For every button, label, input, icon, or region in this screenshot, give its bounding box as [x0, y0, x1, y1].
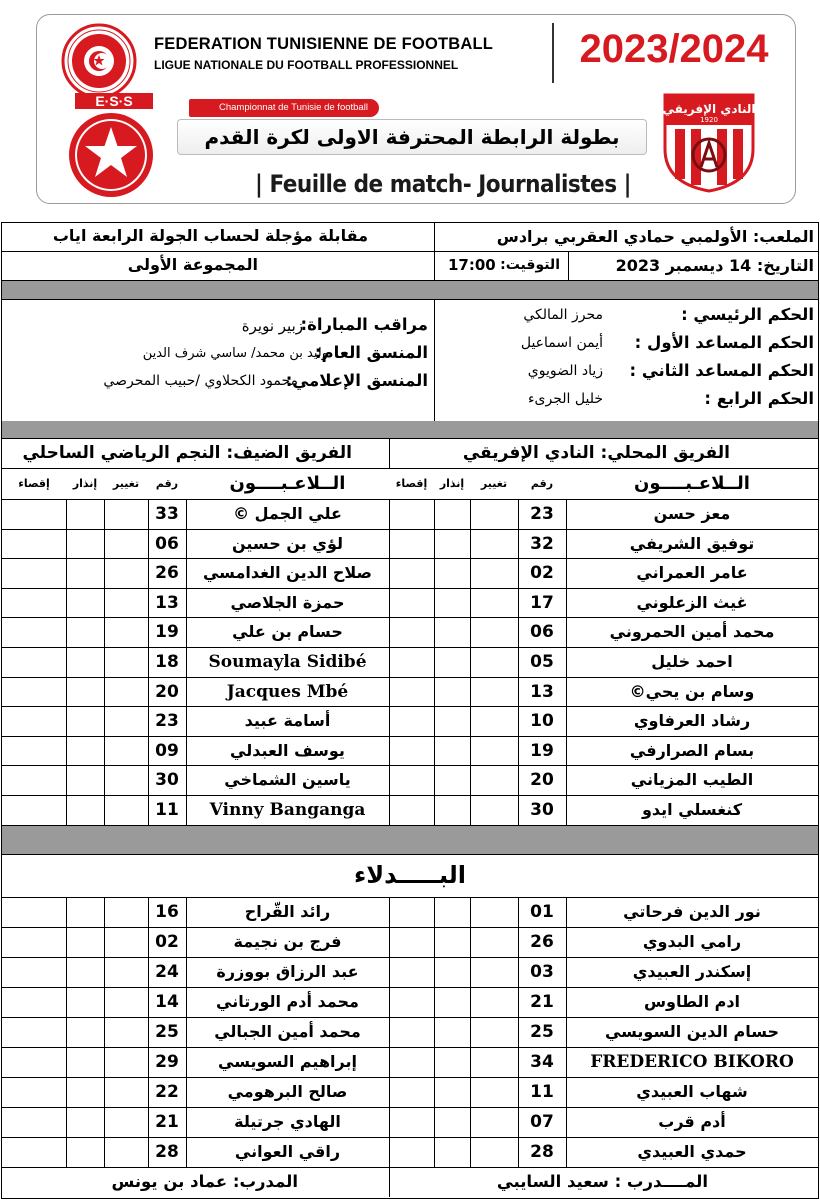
- home-player-name: بسام الصرارفي: [629, 740, 755, 760]
- table-row: [2, 927, 818, 957]
- ca-logo-year: 1920: [700, 116, 718, 124]
- away-col-warning: إنذار: [72, 477, 98, 490]
- home-player-number: 17: [530, 592, 554, 613]
- table-row: [2, 647, 818, 677]
- home-player-number: 03: [530, 962, 554, 982]
- away-player-name: أسامة عبيد: [244, 711, 331, 731]
- away-player-name: صالح البرهومي: [227, 1082, 348, 1101]
- table-row: [2, 1047, 818, 1077]
- away-player-number: 23: [155, 711, 179, 732]
- ca-logo-text: النادي الإفريقي: [662, 102, 756, 116]
- away-player-name: ياسين الشماخي: [224, 770, 351, 790]
- home-player-name: حسام الدين السويسي: [604, 1022, 780, 1041]
- time-label: التوقيت:: [500, 257, 560, 273]
- table-row: [2, 957, 818, 987]
- away-player-name: إبراهيم السويسي: [218, 1052, 357, 1071]
- coaches-row: [2, 1167, 818, 1197]
- home-player-number: 20: [530, 770, 554, 791]
- home-col-players: الــلاعـبــــون: [634, 473, 750, 494]
- home-player-name: عامر العمراني: [636, 563, 748, 583]
- media-coordinator-name: محمود الكحلاوي /حبيب المحرصي: [103, 373, 298, 389]
- match-time: 17:00: [448, 256, 496, 274]
- away-player-name: لؤي بن حسين: [232, 533, 343, 553]
- ess-logo-text: E·S·S: [95, 93, 133, 109]
- table-row: [2, 706, 818, 736]
- home-player-number: 01: [530, 902, 554, 922]
- home-player-number: 05: [530, 652, 554, 672]
- home-player-name: FREDERICO BIKORO: [590, 1052, 794, 1072]
- home-player-number: 32: [530, 533, 554, 554]
- away-player-number: 02: [155, 932, 179, 952]
- away-player-number: 16: [155, 902, 179, 922]
- header-divider: [552, 23, 554, 83]
- home-col-expulsion: إقصاء: [395, 477, 428, 490]
- championship-fr-label: Championnat de Tunisie de football: [189, 99, 379, 117]
- away-player-number: 21: [155, 1112, 179, 1132]
- table-row: [2, 1017, 818, 1047]
- away-player-name: حسام بن علي: [232, 622, 343, 642]
- referee-name: محرز المالكي: [523, 307, 603, 323]
- away-player-number: 14: [155, 992, 179, 1012]
- away-player-number: 18: [155, 652, 179, 672]
- home-player-name: ادم الطاوس: [643, 992, 741, 1011]
- table-row: [2, 588, 818, 618]
- fourth-official-label: الحكم الرابع :: [704, 389, 814, 408]
- away-player-name: محمد أمين الجبالي: [214, 1022, 361, 1041]
- team-titles-row: [2, 439, 818, 469]
- header-banner: [36, 14, 796, 204]
- ftf-logo-icon: [61, 23, 137, 99]
- lineups-block: [1, 421, 819, 1199]
- table-row: [2, 1107, 818, 1137]
- home-player-number: 21: [530, 992, 554, 1012]
- home-player-name: أدم قرب: [658, 1112, 726, 1131]
- table-row: [2, 736, 818, 766]
- sheet-title: | Feuille de match- Journalistes |: [255, 170, 631, 198]
- home-player-number: 19: [530, 740, 554, 761]
- table-row: [2, 529, 818, 559]
- home-player-number: 06: [530, 622, 554, 643]
- club-africain-logo-icon: [661, 91, 757, 193]
- home-player-number: 13: [530, 681, 554, 702]
- match-info-block: [1, 222, 819, 422]
- match-date: التاريخ: 14 ديسمبر 2023: [615, 256, 814, 275]
- home-player-number: 30: [530, 800, 554, 820]
- table-row: [2, 499, 818, 529]
- assistant2-label: الحكم المساعد الثاني :: [629, 361, 814, 380]
- home-player-name: معز حسن: [653, 504, 731, 523]
- away-player-number: 09: [155, 740, 179, 761]
- separator-band: [2, 421, 818, 439]
- away-col-number: رقم: [155, 477, 179, 490]
- home-col-warning: إنذار: [439, 477, 465, 490]
- away-player-name: يوسف العبدلي: [230, 740, 345, 760]
- fourth-official-name: خليل الجرىء: [527, 391, 603, 407]
- table-row: [2, 795, 818, 825]
- home-player-name: الطيب المزياني: [630, 770, 754, 790]
- away-player-number: 22: [155, 1082, 179, 1102]
- away-col-sub: تغيير: [112, 477, 140, 490]
- home-player-name: غيث الزعلوني: [636, 592, 748, 612]
- home-team-title: الفريق المحلي: النادي الإفريقي: [462, 443, 730, 463]
- away-player-name: حمزة الجلاصي: [230, 592, 345, 612]
- subs-title-row: [2, 855, 818, 897]
- away-player-name: رائد القّراح: [244, 902, 331, 921]
- assistant1-name: أيمن اسماعيل: [520, 335, 603, 351]
- away-player-number: 13: [155, 592, 179, 613]
- away-player-name: الهادي جرتيلة: [234, 1112, 341, 1131]
- home-player-name: شهاب العبيدي: [636, 1082, 748, 1101]
- general-coordinator-name: وليد بن محمد/ ساسي شرف الدين: [142, 346, 328, 361]
- referee-label: الحكم الرئيسي :: [681, 305, 814, 324]
- home-col-number: رقم: [530, 477, 554, 490]
- away-player-name: Jacques Mbé: [226, 681, 349, 702]
- table-row: [2, 765, 818, 795]
- home-player-name: توفيق الشريفي: [629, 533, 755, 553]
- commissioner-label: مراقب المباراة:: [300, 315, 428, 334]
- home-player-name: إسكندر العبيدي: [632, 962, 752, 981]
- away-player-number: 11: [155, 800, 179, 820]
- away-player-name: علي الجمل ©: [233, 504, 342, 523]
- group-label: المجموعة الأولى: [127, 255, 258, 274]
- home-player-number: 23: [530, 504, 554, 524]
- away-coach: المدرب: عماد بن يونس: [111, 1172, 298, 1191]
- table-row: [2, 897, 818, 927]
- table-row: [2, 558, 818, 588]
- away-player-name: عبد الرزاق بووزرة: [216, 962, 359, 981]
- away-player-name: فرج بن نجيمة: [233, 932, 342, 951]
- separator-band: [2, 825, 818, 855]
- column-headers-row: [2, 469, 818, 499]
- assistant2-name: زياد الضويوي: [527, 363, 603, 379]
- away-player-number: 19: [155, 622, 179, 643]
- away-player-number: 30: [155, 770, 179, 791]
- away-player-number: 25: [155, 1022, 179, 1042]
- home-player-name: رشاد العرفاوي: [633, 711, 751, 731]
- away-player-number: 33: [155, 504, 179, 524]
- home-player-name: وسام بن يحي©: [629, 681, 755, 701]
- away-player-name: راقي العواني: [234, 1142, 341, 1161]
- away-player-number: 29: [155, 1052, 179, 1072]
- table-row: [2, 1137, 818, 1167]
- home-player-number: 26: [530, 932, 554, 952]
- away-player-name: Soumayla Sidibé: [208, 652, 367, 672]
- table-row: [2, 677, 818, 707]
- championship-ar-title: بطولة الرابطة المحترفة الاولى لكرة القدم: [177, 119, 647, 155]
- home-player-name: رامي البدوي: [642, 932, 742, 951]
- table-row: [2, 1077, 818, 1107]
- home-player-name: حمدي العبيدي: [637, 1142, 747, 1161]
- subs-title: البـــــدلاء: [353, 861, 467, 889]
- home-player-name: احمد خليل: [651, 652, 733, 671]
- home-player-number: 25: [530, 1022, 554, 1042]
- home-player-number: 28: [530, 1142, 554, 1162]
- table-row: [2, 617, 818, 647]
- away-player-number: 20: [155, 681, 179, 702]
- away-team-title: الفريق الضيف: النجم الرياضي الساحلي: [22, 443, 352, 463]
- home-col-sub: تغيير: [480, 477, 508, 490]
- away-player-name: محمد أدم الورتاني: [216, 992, 359, 1011]
- commissioner-name: زبير نويرة: [241, 317, 303, 335]
- away-col-players: الــلاعـبــــون: [229, 473, 346, 494]
- ess-logo-icon: [61, 93, 165, 201]
- home-player-number: 10: [530, 711, 554, 732]
- away-player-number: 24: [155, 962, 179, 982]
- away-player-name: Vinny Banganga: [209, 800, 366, 820]
- federation-title: FEDERATION TUNISIENNE DE FOOTBALL: [154, 35, 494, 53]
- home-player-number: 11: [530, 1082, 554, 1102]
- home-player-name: كنغسلي ايدو: [641, 800, 743, 819]
- home-coach: المــــدرب : سعيد السايبي: [496, 1172, 708, 1191]
- home-player-name: نور الدين فرحاتي: [623, 902, 761, 921]
- away-player-number: 06: [155, 533, 179, 554]
- away-player-name: صلاح الدين الغدامسي: [202, 563, 373, 583]
- stadium-label: الملعب: الأولمبي حمادي العقربي برادس: [496, 227, 814, 246]
- away-player-number: 26: [155, 563, 179, 584]
- separator-band: [2, 280, 818, 300]
- assistant1-label: الحكم المساعد الأول :: [634, 333, 814, 352]
- general-coordinator-label: المنسق العام:: [314, 343, 428, 362]
- media-coordinator-label: المنسق الإعلامي:: [285, 371, 428, 390]
- home-player-number: 07: [530, 1112, 554, 1132]
- league-subtitle: LIGUE NATIONALE DU FOOTBALL PROFESSIONNEL: [154, 58, 459, 72]
- match-description: مقابلة مؤجلة لحساب الجولة الرابعة اياب: [52, 226, 368, 245]
- season-label: 2023/2024: [579, 27, 769, 71]
- away-player-number: 28: [155, 1142, 179, 1162]
- away-col-expulsion: إقصاء: [18, 477, 50, 490]
- home-player-name: محمد أمين الحمروني: [609, 622, 775, 642]
- home-player-number: 02: [530, 563, 554, 584]
- home-player-number: 34: [530, 1052, 554, 1072]
- table-row: [2, 987, 818, 1017]
